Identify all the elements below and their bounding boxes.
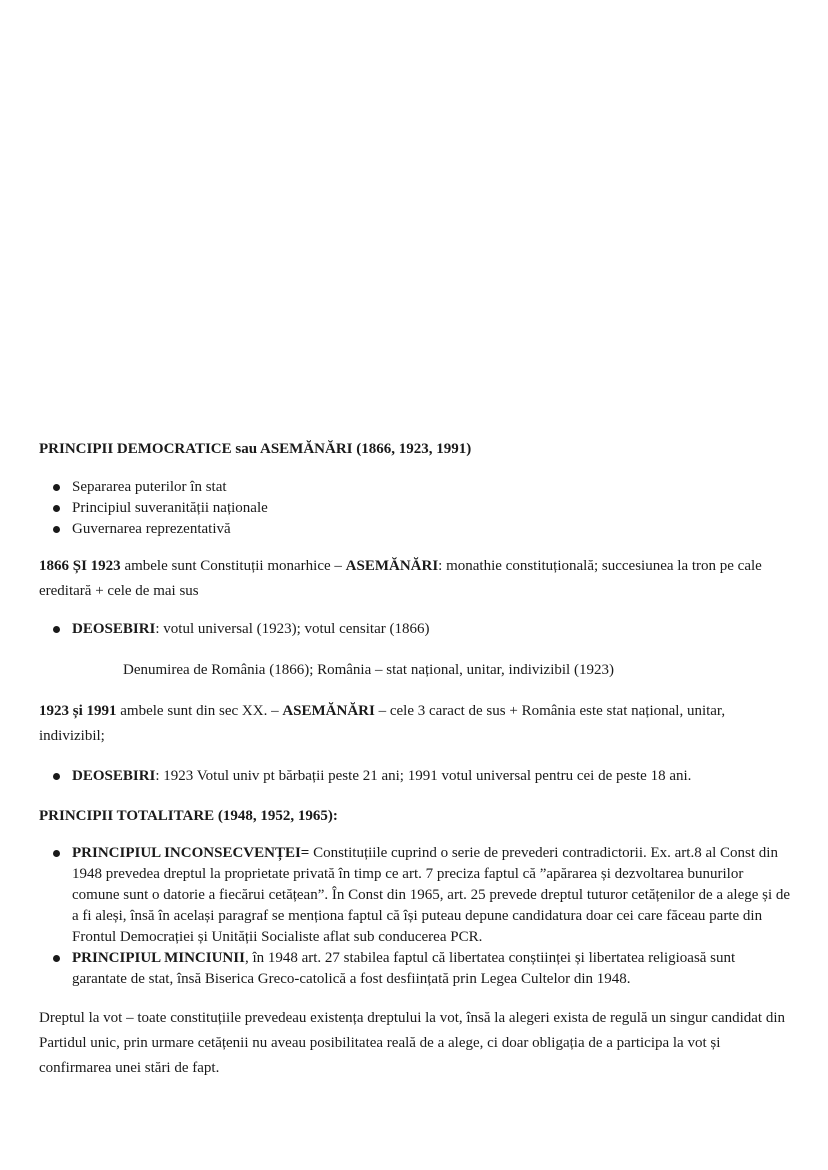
bold-years: 1923 și 1991 bbox=[39, 703, 117, 719]
item-text: Constituțiile cuprind o serie de prevederi contradictorii. Ex. art.8 al Const din 1948 prevedea dreptul la proprietate privată în timp ce art. 7 preciza faptul că ”apărarea și dezvoltarea bunurilor comune sunt o datorie a fiecărui cetățean”. În Const din 1965, art. 25 prevede dreptul tuturor cetățenilor de a alege și de a fi aleși, însă în același paragraf se menționa faptul că își puteau depune candidatura doar cei care făceau parte din Frontul Democrației și Unității Socialiste aflat sub conducerea PCR. bbox=[72, 845, 791, 945]
list-item bbox=[39, 948, 791, 990]
differences-list-2 bbox=[39, 766, 791, 787]
bold-differences: DEOSEBIRI bbox=[72, 621, 156, 637]
list-item bbox=[39, 843, 791, 948]
closing-paragraph: Dreptul la vot – toate constituțiile prevedeau existența dreptului la vot, însă la alegeri exista de regulă un singur candidat din Partidul unic, prin urmare cetățenii nu aveau posibilitatea reală de a alege, ci doar obligația de a participa la vot și confirmarea unei stări de fapt. bbox=[39, 1010, 786, 1076]
totalitarian-heading: PRINCIPII TOTALITARE (1948, 1952, 1965): bbox=[39, 808, 338, 824]
bold-principle: PRINCIPIUL MINCIUNII bbox=[72, 950, 245, 966]
list-item bbox=[39, 619, 791, 640]
paragraph-text: ambele sunt din sec XX. – bbox=[116, 703, 283, 719]
democratic-heading: PRINCIPII DEMOCRATICE sau ASEMĂNĂRI (1866, 1923, 1991) bbox=[39, 441, 472, 457]
list-item bbox=[39, 766, 791, 787]
paragraph-text: : monathie constituțională; succesiunea la tron pe cale ereditară + cele de mai sus bbox=[39, 558, 762, 599]
paragraph-1923-1991 bbox=[39, 699, 791, 749]
bold-similarities: ASEMĂNĂRI bbox=[345, 558, 439, 574]
differences-continuation: Denumirea de România (1866); România – stat național, unitar, indivizibil (1923) bbox=[123, 662, 614, 678]
list-item: Principiul suveranității naționale bbox=[39, 498, 791, 519]
paragraph-text: ambele sunt Constituții monarhice – bbox=[120, 558, 346, 574]
democratic-list bbox=[39, 477, 791, 540]
bold-differences: DEOSEBIRI bbox=[72, 768, 156, 784]
item-text: , în 1948 art. 27 stabilea faptul că libertatea conștiinței și libertatea religioasă sunt garantate de stat, însă Biserica Greco-catolică a fost desființată prin Legea Cultelor din 1948. bbox=[72, 950, 736, 987]
list-item: Separarea puterilor în stat bbox=[39, 477, 791, 498]
paragraph-1866-1923 bbox=[39, 554, 791, 604]
bold-similarities: ASEMĂNĂRI bbox=[282, 703, 375, 719]
item-text: : votul universal (1923); votul censitar (1866) bbox=[155, 621, 430, 637]
differences-list-1 bbox=[39, 619, 791, 640]
totalitarian-list bbox=[39, 843, 791, 990]
bold-years: 1866 ȘI 1923 bbox=[39, 558, 121, 574]
item-text: : 1923 Votul univ pt bărbații peste 21 ani; 1991 votul universal pentru cei de peste 18 ani. bbox=[155, 768, 692, 784]
list-item: Guvernarea reprezentativă bbox=[39, 519, 791, 540]
bold-principle: PRINCIPIUL INCONSECVENȚEI= bbox=[72, 845, 310, 861]
paragraph-text: – cele 3 caract de sus + România este stat național, unitar, indivizibil; bbox=[39, 703, 726, 744]
document-page bbox=[39, 436, 791, 1081]
